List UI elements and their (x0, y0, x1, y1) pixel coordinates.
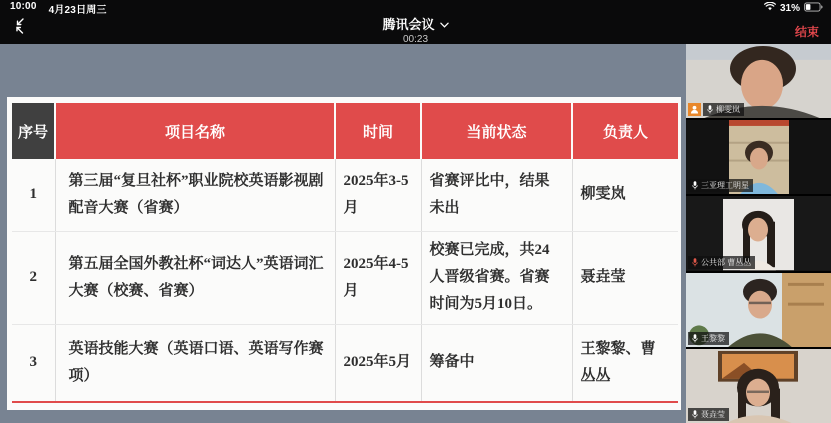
cell-time: 2025年5月 (335, 324, 421, 401)
wifi-icon (764, 2, 776, 14)
cell-project: 第三届“复旦社杯”职业院校英语影视剧配音大赛（省赛） (55, 159, 335, 231)
header-status: 当前状态 (421, 103, 572, 159)
status-bar (0, 0, 831, 14)
cell-no: 2 (12, 231, 55, 324)
shared-document (7, 97, 681, 410)
date: 4月23日周三 (48, 4, 107, 16)
cell-no: 3 (12, 324, 55, 401)
header-time: 时间 (335, 103, 421, 159)
participant-video[interactable] (686, 349, 831, 423)
cell-no: 1 (12, 159, 55, 231)
header-project: 项目名称 (55, 103, 335, 159)
participant-video[interactable] (686, 120, 831, 194)
table-row (12, 231, 678, 324)
meeting-title: 腾讯会议 (382, 17, 435, 32)
cell-project: 英语技能大赛（英语口语、英语写作赛项） (55, 324, 335, 401)
meeting-timer: 00:23 (402, 34, 429, 45)
battery-percent: 31% (779, 2, 800, 14)
cell-owner: 王黎黎、曹丛丛 (580, 340, 656, 384)
cell-status: 校赛已完成，共24人晋级省赛。省赛时间为5月10日。 (421, 231, 572, 324)
table-header-row (12, 103, 678, 159)
mic-icon (692, 258, 698, 267)
header-owner: 负责人 (572, 103, 678, 159)
chevron-down-icon (440, 16, 449, 31)
table-row (12, 324, 678, 401)
cell-time: 2025年4-5月 (335, 231, 421, 324)
cell-time: 2025年3-5月 (335, 159, 421, 231)
participant-name: 三亚理工明星 (701, 181, 749, 191)
participant-name: 聂垚莹 (701, 410, 725, 420)
participant-video[interactable] (686, 44, 831, 118)
participant-name: 公共部 曹丛丛 (701, 257, 752, 267)
end-meeting-button[interactable]: 结束 (794, 25, 819, 39)
table-bottom-rule (12, 401, 678, 403)
screen-share-badge (688, 103, 701, 116)
top-bar (0, 0, 831, 44)
cell-status: 筹备中 (421, 324, 572, 401)
mic-icon (692, 410, 698, 419)
cell-owner: 聂垚莹 (572, 231, 678, 324)
participant-strip (686, 44, 831, 423)
participant-name: 王黎黎 (701, 333, 725, 343)
project-table (12, 103, 678, 401)
clock: 10:00 (10, 0, 37, 12)
participant-name: 柳雯岚 (716, 105, 740, 115)
participant-video[interactable] (686, 196, 831, 270)
participant-video[interactable] (686, 273, 831, 347)
exit-fullscreen-icon[interactable] (12, 17, 28, 35)
mic-icon (692, 181, 698, 190)
cell-owner: 柳雯岚 (572, 159, 678, 231)
header-no: 序号 (12, 103, 55, 159)
mic-icon (692, 334, 698, 343)
table-row (12, 159, 678, 231)
cell-project: 第五届全国外教社杯“词达人”英语词汇大赛（校赛、省赛） (55, 231, 335, 324)
meeting-title-dropdown[interactable] (382, 14, 448, 45)
mic-icon (707, 105, 713, 114)
battery-icon (804, 2, 823, 15)
cell-status: 省赛评比中，结果未出 (421, 159, 572, 231)
